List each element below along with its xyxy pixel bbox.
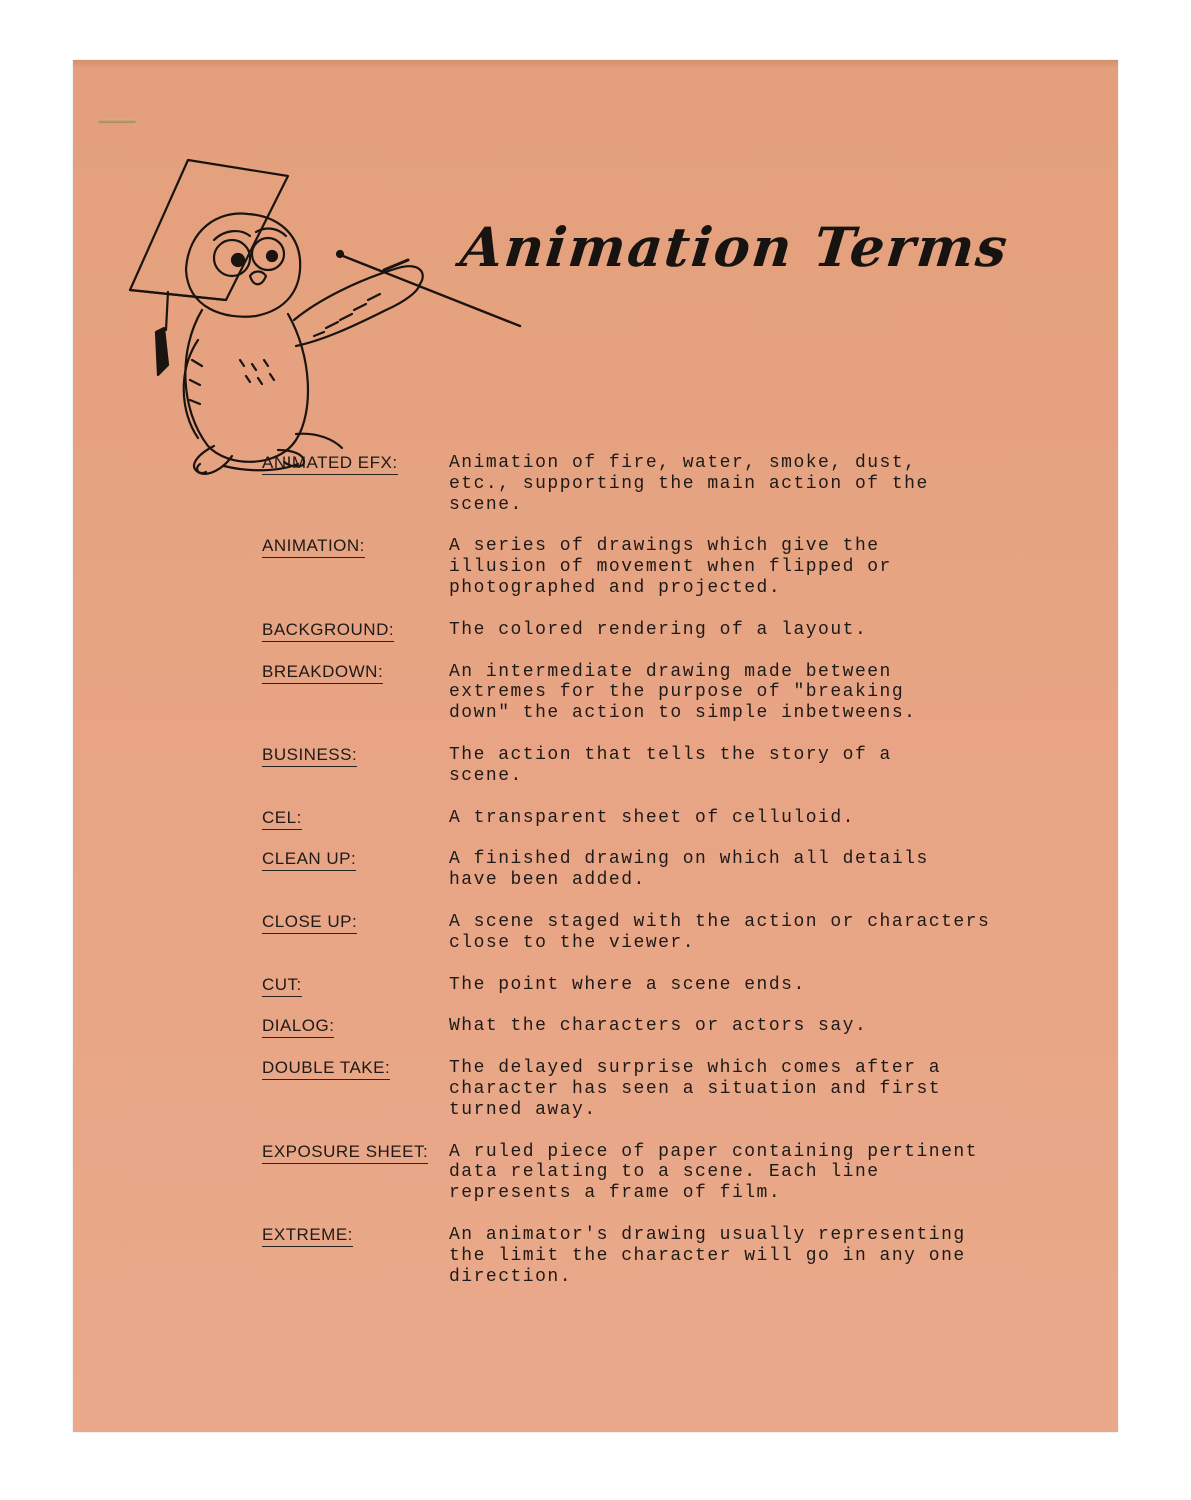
term-label: BUSINESS: [262,745,357,767]
term-definition: A finished drawing on which all details have been added. [449,849,929,891]
term-label: ANIMATION: [262,536,365,558]
paper-sheet [73,60,1118,1432]
owl-professor-illustration [128,150,528,490]
term-row-animated-efx [262,453,1102,515]
term-row-cel [262,808,1102,829]
term-row-animation [262,536,1102,598]
term-row-extreme [262,1225,1102,1287]
term-row-breakdown [262,662,1102,724]
term-definition: What the characters or actors say. [449,1016,868,1037]
paper-edge-shadow [73,60,1118,68]
term-row-background [262,620,1102,641]
term-definition: The action that tells the story of a scene. [449,744,892,786]
term-definition: A ruled piece of paper containing pertinent data relating to a scene. Each line represents a frame of film. [449,1141,978,1204]
terms-list [262,453,1102,1308]
page-title: Animation Terms [457,215,1013,279]
term-row-dialog [262,1016,1102,1037]
term-row-double-take [262,1058,1102,1120]
term-label: BACKGROUND: [262,620,394,642]
term-row-exposure-sheet [262,1142,1102,1204]
term-label: ANIMATED EFX: [262,453,398,475]
term-label: CLOSE UP: [262,912,357,934]
term-definition: A scene staged with the action or characters close to the viewer. [449,911,991,953]
term-row-cut [262,975,1102,996]
term-row-business [262,745,1102,787]
term-definition: Animation of fire, water, smoke, dust, etc., supporting the main action of the scene. [449,453,929,515]
term-definition: A series of drawings which give the illusion of movement when flipped or photographed and projected. [449,536,892,598]
term-row-close-up [262,912,1102,954]
term-definition: The delayed surprise which comes after a character has seen a situation and first turned away. [449,1058,942,1120]
term-definition: An intermediate drawing made between extremes for the purpose of "breaking down" the action to simple inbetweens. [449,661,917,724]
term-definition: The colored rendering of a layout. [449,619,868,640]
term-label: EXPOSURE SHEET: [262,1142,428,1164]
term-label: CEL: [262,808,302,830]
term-row-clean-up [262,849,1102,891]
term-label: DOUBLE TAKE: [262,1058,390,1080]
staple-mark [98,119,136,123]
term-label: DIALOG: [262,1016,334,1038]
term-label: CUT: [262,975,302,997]
term-label: BREAKDOWN: [262,662,383,684]
term-label: EXTREME: [262,1225,353,1247]
term-definition: A transparent sheet of celluloid. [449,807,855,828]
term-label: CLEAN UP: [262,849,356,871]
term-definition: An animator's drawing usually representing the limit the character will go in any one direction. [449,1224,966,1287]
term-definition: The point where a scene ends. [449,974,806,995]
